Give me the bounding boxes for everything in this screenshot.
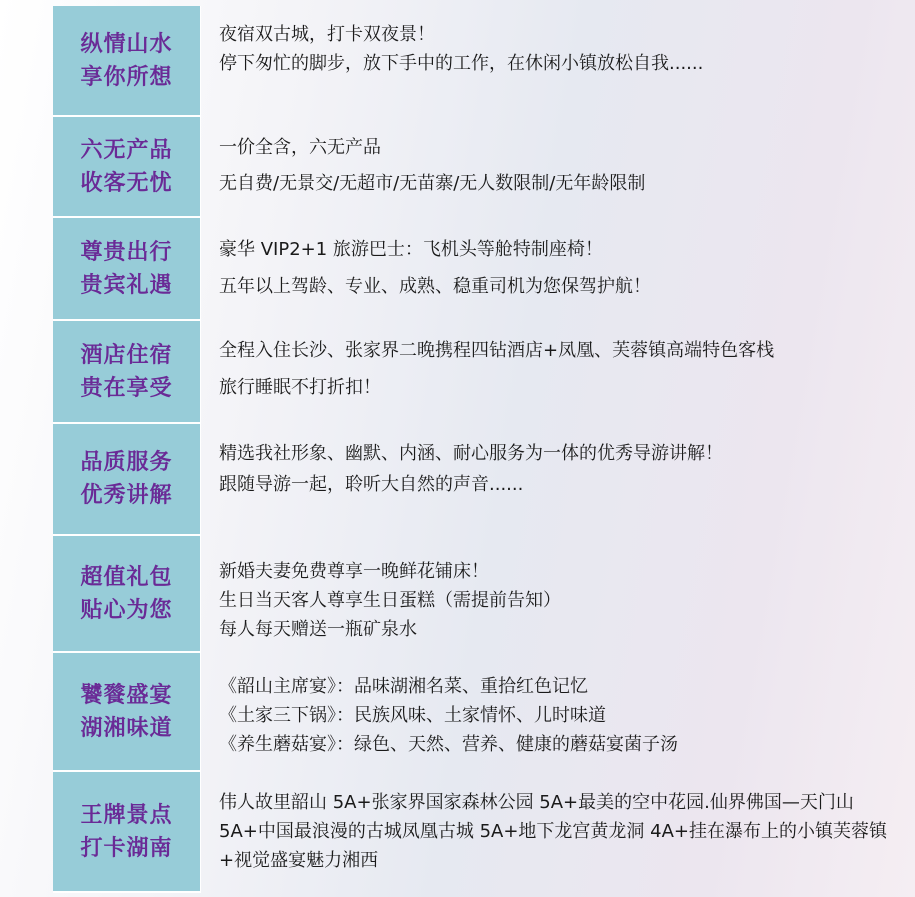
row-label-line: 打卡湖南 (80, 835, 173, 861)
row-text: 旅行睡眠不打折扣！ (219, 377, 381, 398)
feature-row (53, 321, 915, 424)
row-label-line: 贵宾礼遇 (80, 272, 173, 298)
row-label-line: 纵情山水 (80, 31, 173, 57)
row-label-line: 收客无忧 (80, 170, 173, 196)
row-text: 五年以上驾龄、专业、成熟、稳重司机为您保驾护航！ (219, 276, 651, 297)
row-text: 豪华 VIP2+1 旅游巴士：飞机头等舱特制座椅！ (219, 239, 603, 260)
row-text: 无自费/无景交/无超市/无苗寨/无人数限制/无年龄限制 (219, 173, 646, 194)
row-label-line: 饕餮盛宴 (80, 682, 173, 708)
row-label (53, 6, 200, 117)
row-label (53, 321, 200, 424)
feature-row (53, 117, 915, 218)
row-label-line: 贴心为您 (80, 597, 173, 623)
row-content (200, 772, 915, 893)
row-text: 《养生蘑菇宴》：绿色、天然、营养、健康的蘑菇宴菌子汤 (219, 734, 678, 755)
row-content (200, 424, 915, 536)
row-label (53, 536, 200, 653)
row-label-line: 尊贵出行 (80, 239, 173, 265)
feature-row (53, 6, 915, 117)
row-label (53, 218, 200, 321)
row-text: 全程入住长沙、张家界二晚携程四钻酒店+凤凰、芙蓉镇高端特色客栈 (219, 340, 775, 361)
row-content (200, 653, 915, 772)
feature-row (53, 218, 915, 321)
row-label (53, 424, 200, 536)
row-text: 夜宿双古城，打卡双夜景！ (219, 24, 435, 45)
row-label-line: 王牌景点 (80, 802, 173, 828)
row-text: 一价全含，六无产品 (219, 137, 381, 158)
row-label (53, 653, 200, 772)
feature-row (53, 653, 915, 772)
feature-row (53, 772, 915, 893)
row-text: 生日当天客人尊享生日蛋糕（需提前告知） (219, 590, 561, 611)
row-label-line: 酒店住宿 (80, 342, 173, 368)
row-label-line: 优秀讲解 (80, 483, 173, 508)
row-text: 每人每天赠送一瓶矿泉水 (219, 619, 417, 640)
row-content (200, 117, 915, 218)
row-text: 《土家三下锅》：民族风味、土家情怀、儿时味道 (219, 705, 606, 726)
feature-table (53, 6, 915, 893)
row-content (200, 321, 915, 424)
row-label-line: 享你所想 (80, 64, 173, 90)
row-label-line: 湖湘味道 (80, 715, 173, 741)
feature-row (53, 424, 915, 536)
row-content (200, 218, 915, 321)
row-text: 新婚夫妻免费尊享一晚鲜花铺床！ (219, 561, 489, 582)
row-text: 伟人故里韶山 5A+张家界国家森林公园 5A+最美的空中花园.仙界佛国—天门山 5A+中国最浪漫的古城凤凰古城 5A+地下龙宫黄龙洞 4A+挂在瀑布上的小镇芙蓉镇+视觉盛宴魅力湘西 (219, 792, 887, 871)
row-text: 精选我社形象、幽默、内涵、耐心服务为一体的优秀导游讲解！ (219, 443, 723, 464)
row-label-line: 品质服务 (80, 450, 173, 475)
row-text: 跟随导游一起，聆听大自然的声音...... (219, 474, 524, 495)
row-label (53, 117, 200, 218)
row-label-line: 贵在享受 (80, 375, 173, 401)
feature-row (53, 536, 915, 653)
row-content (200, 536, 915, 653)
row-label-line: 六无产品 (80, 137, 173, 163)
row-content (200, 6, 915, 117)
row-text: 《韶山主席宴》：品味湖湘名菜、重拾红色记忆 (219, 676, 588, 697)
row-text: 停下匆忙的脚步，放下手中的工作，在休闲小镇放松自我...... (219, 53, 704, 74)
row-label (53, 772, 200, 893)
row-label-line: 超值礼包 (80, 564, 173, 590)
